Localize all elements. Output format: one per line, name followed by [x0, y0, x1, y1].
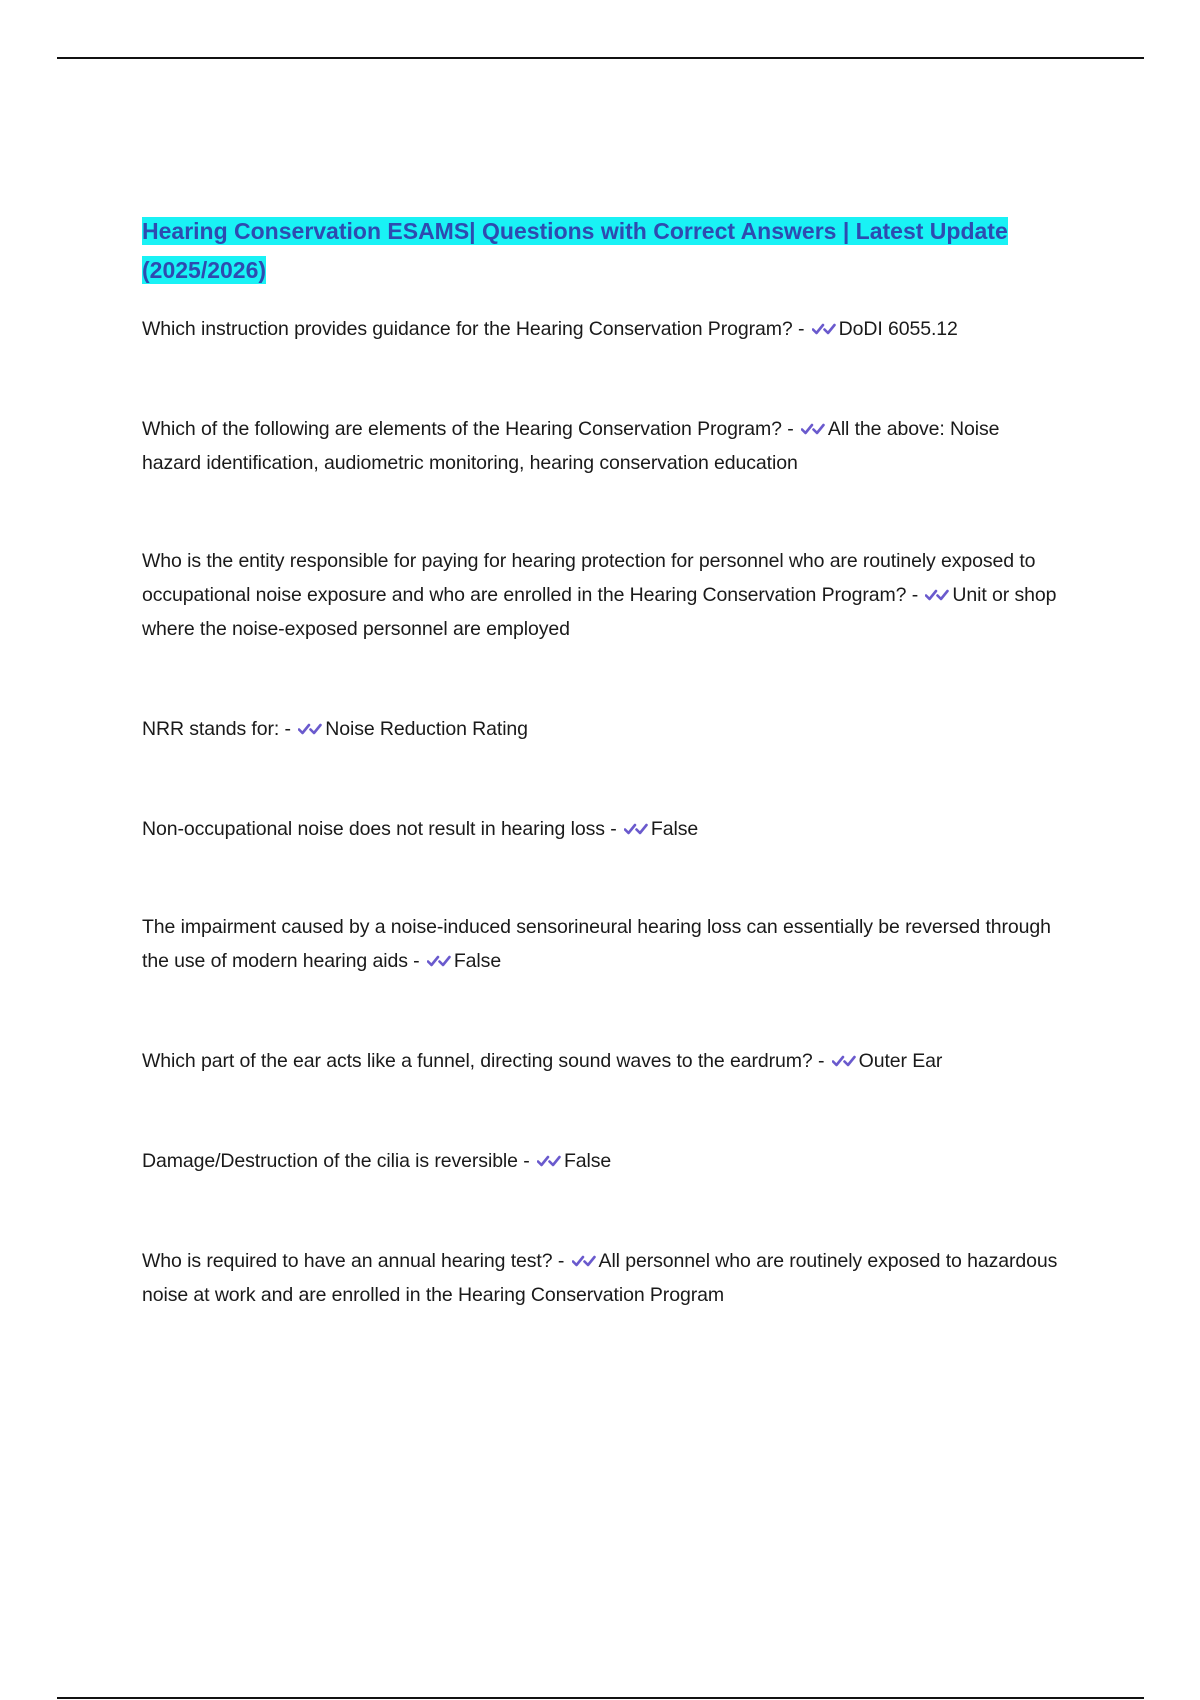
answer-text: False — [650, 818, 699, 840]
double-check-icon — [624, 821, 648, 837]
question-text: Damage/Destruction of the cilia is reversible — [142, 1150, 518, 1172]
question-text: NRR stands for: — [142, 718, 280, 740]
answer-text: All the above: Noise hazard identification, audiometric monitoring, hearing conservation education — [142, 418, 1000, 474]
double-check-icon — [572, 1253, 596, 1269]
qa-item — [142, 1044, 1062, 1078]
qa-item — [142, 412, 1062, 480]
bottom-rule — [57, 1697, 1144, 1699]
double-check-icon — [812, 321, 836, 337]
separator: - — [781, 418, 799, 440]
qa-item — [142, 812, 1062, 846]
qa-item — [142, 1244, 1062, 1312]
separator: - — [906, 584, 924, 606]
question-text: Which of the following are elements of the Hearing Conservation Program? — [142, 418, 782, 440]
answer-text: All personnel who are routinely exposed to hazardous noise at work and are enrolled in the Hearing Conservation Program — [142, 1250, 1058, 1306]
separator: - — [604, 818, 622, 840]
question-text: Non-occupational noise does not result in hearing loss — [142, 818, 605, 840]
qa-item — [142, 910, 1062, 978]
document-title-text: Hearing Conservation ESAMS| Questions with Correct Answers | Latest Update (2025/2026) — [142, 218, 1008, 283]
top-rule — [57, 57, 1144, 59]
question-text: Who is the entity responsible for paying for hearing protection for personnel who are routinely exposed to occupational noise exposure and who are enrolled in the Hearing Conservation Program? — [142, 550, 1036, 606]
double-check-icon — [298, 721, 322, 737]
question-text: Which instruction provides guidance for the Hearing Conservation Program? — [142, 318, 793, 340]
separator: - — [279, 718, 297, 740]
question-text: The impairment caused by a noise-induced sensorineural hearing loss can essentially be reversed through the use of modern hearing aids — [142, 916, 1051, 972]
answer-text: False — [453, 950, 502, 972]
separator: - — [792, 318, 810, 340]
question-text: Which part of the ear acts like a funnel, directing sound waves to the eardrum? — [142, 1050, 813, 1072]
answer-text: Noise Reduction Rating — [325, 718, 528, 740]
question-text: Who is required to have an annual hearing test? — [142, 1250, 553, 1272]
answer-text: Outer Ear — [858, 1050, 943, 1072]
qa-item — [142, 544, 1062, 646]
document-title — [142, 212, 1062, 290]
double-check-icon — [832, 1053, 856, 1069]
qa-item — [142, 312, 1062, 346]
answer-text: Unit or shop where the noise-exposed personnel are employed — [142, 584, 1057, 640]
qa-item — [142, 712, 1062, 746]
separator: - — [552, 1250, 570, 1272]
separator: - — [812, 1050, 830, 1072]
double-check-icon — [801, 421, 825, 437]
document-body — [142, 212, 1062, 1312]
double-check-icon — [537, 1153, 561, 1169]
separator: - — [407, 950, 425, 972]
double-check-icon — [925, 587, 949, 603]
qa-item — [142, 1144, 1062, 1178]
double-check-icon — [427, 953, 451, 969]
answer-text: False — [563, 1150, 612, 1172]
separator: - — [517, 1150, 535, 1172]
answer-text: DoDI 6055.12 — [838, 318, 958, 340]
